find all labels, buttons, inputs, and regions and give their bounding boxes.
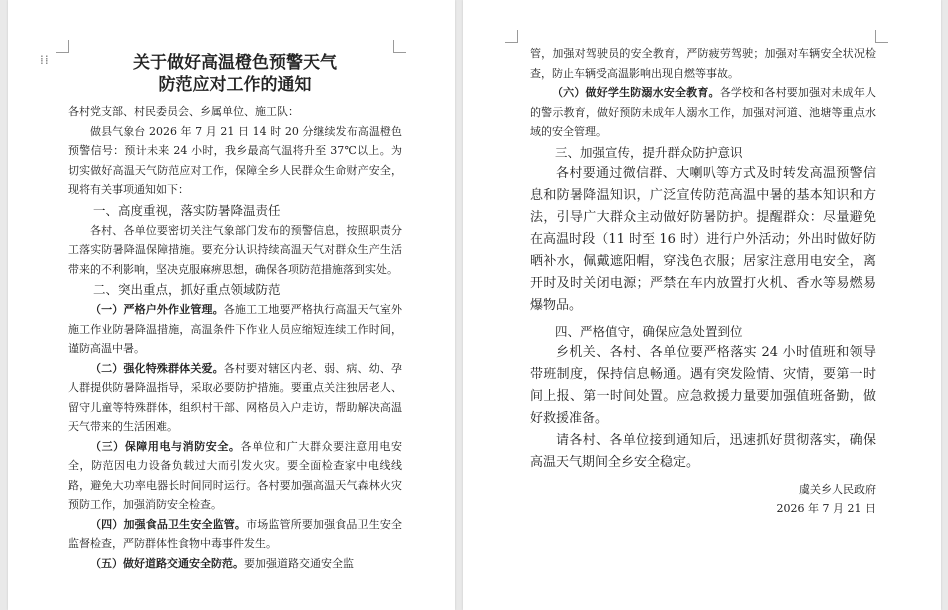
section-2-heading: 二、突出重点，抓好重点领域防范 [93, 282, 281, 297]
page-1-content [68, 52, 402, 573]
item-5-body-part-1: 要加强道路交通安全监 [244, 556, 354, 570]
item-2-head: （二）强化特殊群体关爱。 [90, 361, 224, 375]
item-1-head: （一）严格户外作业管理。 [90, 303, 224, 316]
item-4-body: 市场监管所要加强食品卫生安全监督检查，严防群体性食物中毒事件发生。 [68, 517, 403, 550]
intro-paragraph: 做县气象台 2026 年 7 月 21 日 14 时 20 分继续发布高温橙色预警信号：预计未来 24 小时，我乡最高气温将升至 37℃以上。为切实做好高温天气防范应对工作，保障全乡人民群众生命财产安全，现将有关事项通知如下： [68, 124, 402, 196]
document-title-line-2: 防范应对工作的通知 [158, 75, 312, 95]
item-3-body: 各单位和广大群众要注意用电安全，防范因电力设备负载过大而引发火灾。要全面检查家中电线线路，避免大功率电器长时间同时运行。各村要加强高温天气森林火灾预防工作，加强消防安全检查。 [68, 439, 402, 511]
document-page-1 [8, 0, 455, 610]
drag-handle-icon[interactable]: ⁞⁞ [40, 53, 50, 67]
document-title-line-1: 关于做好高温橙色预警天气 [133, 53, 337, 73]
issue-date: 2026 年 7 月 21 日 [776, 502, 876, 515]
section-1-body: 各村、各单位要密切关注气象部门发布的预警信息，按照职责分工落实防暑降温保障措施。要充分认识持续高温天气对群众生产生活带来的不利影响，坚决克服麻痹思想，确保各项防范措施落到实处。 [68, 223, 402, 276]
item-5-body-part-2: 管，加强对驾驶员的安全教育，严防疲劳驾驶；加强对车辆安全状况检查，防止车辆受高温影响出现自燃等事故。 [530, 47, 876, 80]
item-4-head: （四）加强食品卫生安全监管。 [90, 517, 247, 531]
document-page-2 [463, 0, 941, 610]
item-5-paragraph [68, 554, 402, 574]
salutation: 各村党支部、村民委员会、乡属单位、施工队： [68, 105, 299, 118]
item-6-paragraph [530, 83, 876, 142]
item-3-paragraph [68, 437, 402, 515]
section-4-body: 乡机关、各村、各单位要严格落实 24 小时值班和领导带班制度，保持信息畅通。遇有突发险情、灾情，要第一时间上报、第一时间处置。应急救援力量要加强值班备勤，做好救援准备。 [530, 344, 876, 426]
signature: 虞关乡人民政府 [799, 482, 876, 496]
section-4-heading: 四、严格值守，确保应急处置到位 [555, 323, 743, 339]
item-4-paragraph [68, 515, 402, 554]
item-2-body: 各村要对辖区内老、弱、病、幼、孕人群提供防暑降温指导，采取必要防护措施。要重点关注独居老人、留守儿童等特殊群体，组织村干部、网格员入户走访，帮助解决高温天气带来的生活困难。 [68, 361, 403, 433]
item-5-head: （五）做好道路交通安全防范。 [90, 556, 244, 570]
section-3-body: 各村要通过微信群、大喇叭等方式及时转发高温预警信息和防暑降温知识，广泛宣传防范高温中暑的基本知识和方法，引导广大群众主动做好防暑防护。提醒群众：尽量避免在高温时段（11 时至 16 时）进行户外活动；外出时做好防晒补水，佩戴遮阳帽，穿浅色衣服；居家注意用电安全，离开时及时关闭电源；严禁在车内放置打火机、香水等易燃易爆物品。 [530, 165, 876, 313]
section-3-heading: 三、加强宣传，提升群众防护意识 [555, 144, 743, 160]
crop-mark-top-right [875, 30, 888, 43]
item-6-head: （六）做好学生防溺水安全教育。 [552, 86, 720, 99]
crop-mark-top-left [505, 30, 518, 43]
item-6-body: 各学校和各村要加强对未成年人的警示教育，做好预防未成年人溺水工作，加强对河道、池塘等重点水域的安全管理。 [530, 86, 877, 138]
item-2-paragraph [68, 359, 402, 437]
section-1-heading: 一、高度重视，落实防暑降温责任 [93, 202, 281, 218]
page-2-content [530, 44, 876, 519]
closing-paragraph: 请各村、各单位接到通知后，迅速抓好贯彻落实，确保高温天气期间全乡安全稳定。 [530, 432, 876, 470]
item-3-head: （三）保障用电与消防安全。 [90, 439, 241, 453]
item-1-body: 各施工工地要严格执行高温天气室外施工作业防暑降温措施，高温条件下作业人员应缩短连续工作时间，谨防高温中暑。 [68, 303, 403, 355]
item-1-paragraph [68, 300, 402, 359]
